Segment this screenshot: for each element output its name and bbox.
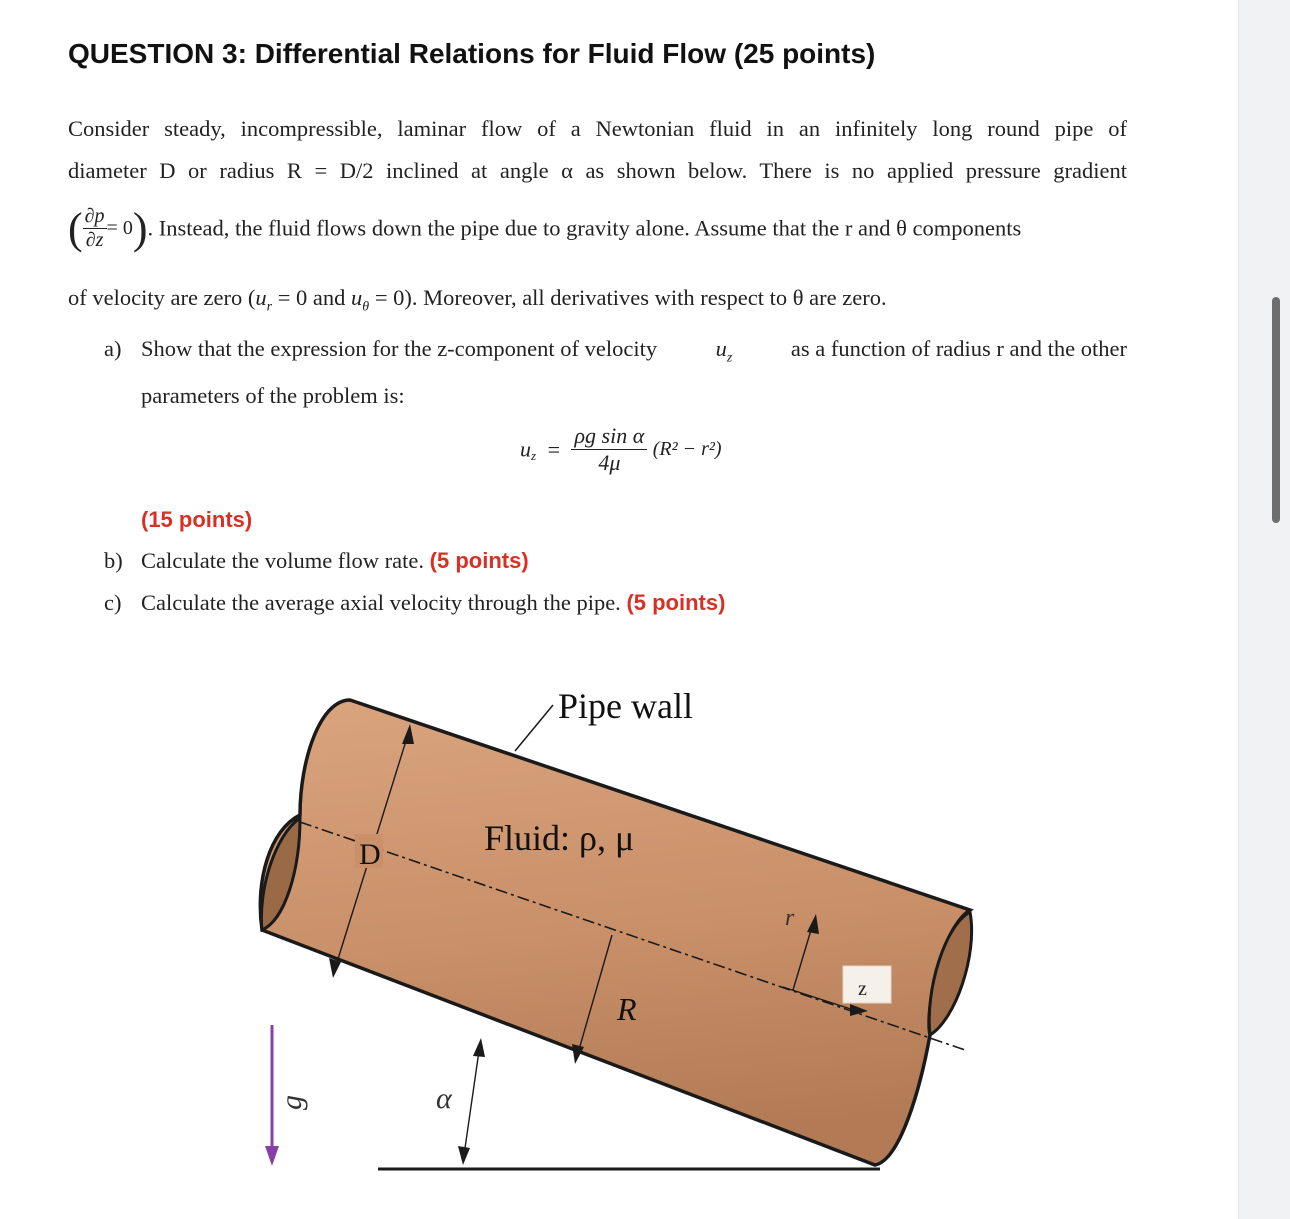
d-label: D — [359, 838, 381, 871]
ur-symbol: u — [255, 285, 267, 310]
part-a-uz-sub: z — [726, 350, 733, 366]
scrollbar-thumb[interactable] — [1272, 297, 1280, 523]
line-3-text: . Instead, the fluid flows down the pipe due to gravity alone. Assume that the r and θ components — [147, 215, 1022, 241]
z-label: z — [858, 978, 867, 1000]
alpha-arrowhead-top — [473, 1038, 485, 1057]
pipe-wall-leader — [515, 705, 553, 751]
eq-denominator: 4μ — [598, 450, 621, 475]
gravity-label: g — [275, 1095, 308, 1110]
alpha-arrowhead-bottom — [458, 1146, 470, 1165]
pipe-wall-label: Pipe wall — [558, 686, 693, 726]
part-a-label: a) — [104, 336, 122, 361]
eq-numerator: ρg sin α — [571, 423, 647, 450]
open-paren: ( — [68, 204, 83, 253]
eq-lhs-sub: z — [531, 447, 537, 463]
ut-symbol: u — [351, 285, 363, 310]
ut-eq: = 0 — [374, 285, 405, 310]
grad-denominator: ∂z — [85, 229, 104, 251]
fluid-label: Fluid: ρ, μ — [484, 818, 635, 858]
ur-eq: = 0 and — [277, 285, 346, 310]
part-a-uz-symbol: u — [715, 336, 727, 361]
part-a-line-2: parameters of the problem is: — [141, 383, 405, 408]
alpha-line — [463, 1044, 480, 1162]
line-4-pre: of velocity are zero ( — [68, 285, 256, 310]
ut-sub: θ — [362, 299, 370, 315]
z-label-box — [843, 966, 891, 1003]
eq-lhs: u — [520, 436, 531, 462]
grad-numerator: ∂p — [84, 205, 105, 227]
part-a-points: (15 points) — [141, 507, 253, 532]
part-a-text-post: as a function of radius r and the other — [790, 336, 1127, 361]
part-c-text: Calculate the average axial velocity through the pipe. — [141, 590, 621, 615]
paragraph-line-2: diameter D or radius R = D/2 inclined at angle α as shown below. There is no applied pressure gradient — [68, 158, 1127, 183]
part-b-text: Calculate the volume flow rate. — [141, 548, 425, 573]
right-sidebar — [1238, 0, 1290, 1219]
R-label: R — [617, 991, 637, 1027]
pipe-body — [260, 700, 970, 1165]
line-4-post: ). Moreover, all derivatives with respect to θ are zero. — [404, 285, 887, 310]
paragraph-line-1: Consider steady, incompressible, laminar flow of a Newtonian fluid in an infinitely long round pipe of — [68, 116, 1127, 141]
eq-paren: (R² − r²) — [652, 438, 722, 460]
gravity-arrowhead — [265, 1146, 279, 1166]
part-b-label: b) — [104, 548, 123, 573]
r-label: r — [785, 905, 795, 931]
part-c-label: c) — [104, 590, 122, 615]
ur-sub: r — [266, 299, 273, 315]
part-a-text-pre: Show that the expression for the z-component of velocity — [141, 336, 658, 361]
grad-equals: = 0 — [106, 217, 133, 239]
question-title: QUESTION 3: Differential Relations for Fluid Flow (25 points) — [68, 38, 876, 69]
part-c-points: (5 points) — [626, 590, 726, 615]
part-b-points: (5 points) — [429, 548, 529, 573]
close-paren: ) — [132, 204, 148, 253]
alpha-label: α — [436, 1082, 452, 1115]
eq-equals: = — [547, 436, 560, 462]
